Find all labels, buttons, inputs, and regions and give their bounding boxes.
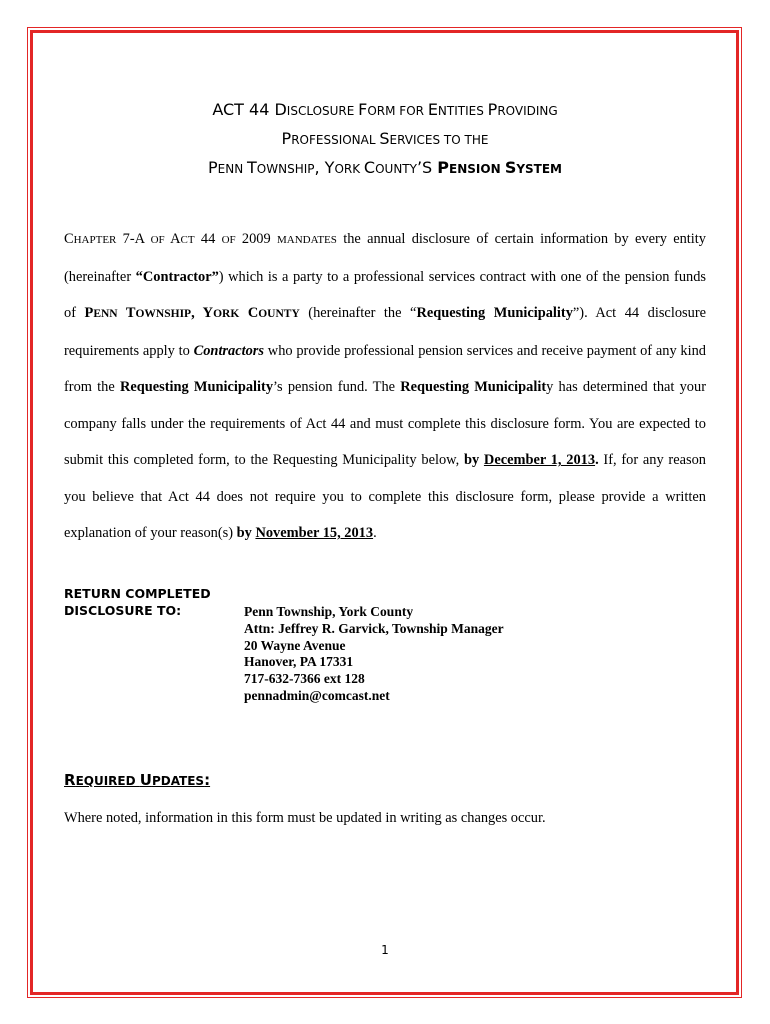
address-line: Hanover, PA 17331 [244, 654, 354, 670]
return-address [244, 604, 504, 705]
return-label: RETURN COMPLETED DISCLOSURE TO: [64, 586, 211, 618]
disclosure-paragraph: CHAPTER 7-A OF ACT 44 OF 2009 MANDATES the annual disclosure of certain information by every entity (hereinafter “Contractor”) which is a party to a professional services contract with one of the pension funds of PENN TOWNSHIP, YORK COUNTY (hereinafter the “Requesting Municipality”). Act 44 disclosure requirements apply to Contractors who provide professional pension services and receive payment of any kind from the Requesting Municipality’s pension fund. The Requesting Municipality has determined that your company falls under the requirements of Act 44 and must complete this disclosure form. You are expected to submit this completed form, to the Requesting Municipality below, by December 1, 2013. If, for any reason you believe that Act 44 does not require you to complete this disclosure form, please provide a written explanation of your reason(s) by November 15, 2013. [64, 231, 707, 541]
contractor-term: “Contractor” [135, 268, 219, 285]
deadline-date-1: December 1, 2013 [483, 452, 596, 468]
email-line[interactable]: pennadmin@comcast.net [244, 687, 390, 703]
required-updates-heading: REQUIRED UPDATES: [64, 771, 211, 789]
required-updates-text: Where noted, information in this form must be updated in writing as changes occur. [64, 810, 546, 826]
contractors-term: Contractors [193, 342, 265, 359]
title-line-1: ACT 44 DISCLOSURE FORM FOR ENTITIES PROVIDING [212, 100, 558, 119]
title-line-2: PROFESSIONAL SERVICES TO THE [281, 129, 489, 148]
address-line: 20 Wayne Avenue [244, 637, 346, 653]
title-line-3: PENN TOWNSHIP, YORK COUNTY’S PENSION SYSTEM [208, 158, 562, 177]
address-line: Attn: Jeffrey R. Garvick, Township Manager [244, 620, 504, 636]
address-line: Penn Township, York County [244, 604, 414, 619]
form-title [0, 96, 770, 183]
requesting-municipality-term: Requesting Municipality [416, 305, 573, 321]
page-number: 1 [381, 943, 389, 957]
phone-line: 717-632-7366 ext 128 [244, 671, 365, 687]
deadline-date-2: November 15, 2013 [255, 525, 374, 541]
